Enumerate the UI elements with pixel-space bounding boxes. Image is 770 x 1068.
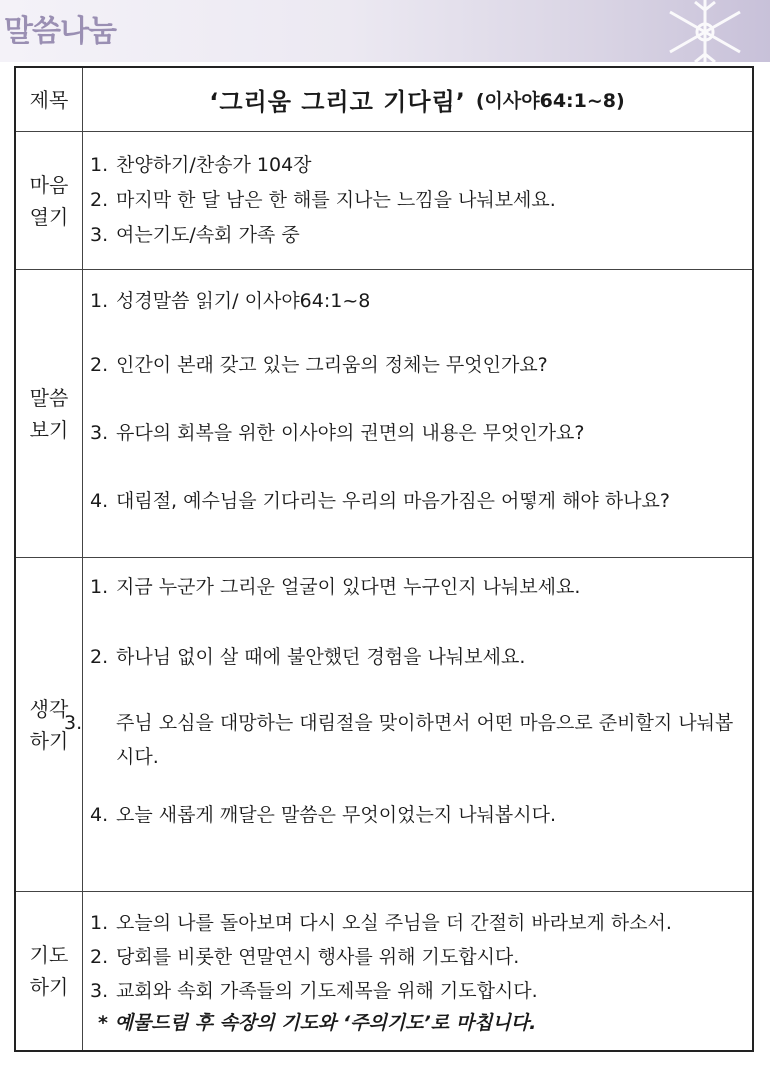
list-item: 1. 지금 누군가 그리운 얼굴이 있다면 누구인지 나눠보세요. xyxy=(90,576,581,598)
list-item: 2. 마지막 한 달 남은 한 해를 지나는 느낌을 나눠보세요. xyxy=(90,189,556,211)
list-item: 3. 교회와 속회 가족들의 기도제목을 위해 기도합시다. xyxy=(90,980,538,1002)
section-open-heart xyxy=(16,132,752,270)
closing-note: * 예물드림 후 속장의 기도와 ‘주의기도’로 마칩니다. xyxy=(98,1012,537,1034)
scripture-reference: (이사야64:1~8) xyxy=(475,90,625,112)
list-item: 2. 인간이 본래 갖고 있는 그리움의 정체는 무엇인가요? xyxy=(90,354,548,376)
title-label: 제목 xyxy=(16,68,83,131)
list-item: 4. 오늘 새롭게 깨달은 말씀은 무엇이었는지 나눠봅시다. xyxy=(90,804,557,826)
list-item: 3. 유다의 회복을 위한 이사야의 권면의 내용은 무엇인가요? xyxy=(90,422,585,444)
worksheet-table xyxy=(14,66,754,1052)
header-banner xyxy=(0,0,770,62)
section-pray xyxy=(16,892,752,1050)
section-label: 말씀 보기 xyxy=(16,270,83,557)
section-think xyxy=(16,558,752,892)
section-label: 마음 열기 xyxy=(16,132,83,269)
list-item: 1. 성경말씀 읽기/ 이사야64:1~8 xyxy=(90,290,371,312)
list-item: 1. 찬양하기/찬송가 104장 xyxy=(90,154,312,176)
list-item: 1. 오늘의 나를 돌아보며 다시 오실 주님을 더 간절히 바라보게 하소서. xyxy=(90,912,672,934)
list-item: 3. 여는기도/속회 가족 중 xyxy=(90,224,300,246)
list-item: 2. 당회를 비롯한 연말연시 행사를 위해 기도합시다. xyxy=(90,946,520,968)
list-item: 4. 대림절, 예수님을 기다리는 우리의 마음가짐은 어떻게 해야 하나요? xyxy=(90,490,670,512)
list-item: 2. 하나님 없이 살 때에 불안했던 경험을 나눠보세요. xyxy=(90,646,526,668)
section-read-word xyxy=(16,270,752,558)
snowflake-icon xyxy=(640,0,770,62)
section-label: 생각 하기 xyxy=(16,558,83,891)
list-item: 3. 주님 오심을 대망하는 대림절을 맞이하면서 어떤 마음으로 준비할지 나눠봅시다. xyxy=(64,712,734,768)
sermon-title: ‘그리움 그리고 기다림’ xyxy=(209,88,466,116)
banner-title: 말씀나눔 xyxy=(4,14,116,49)
title-row xyxy=(16,68,752,132)
section-label: 기도 하기 xyxy=(16,892,83,1050)
